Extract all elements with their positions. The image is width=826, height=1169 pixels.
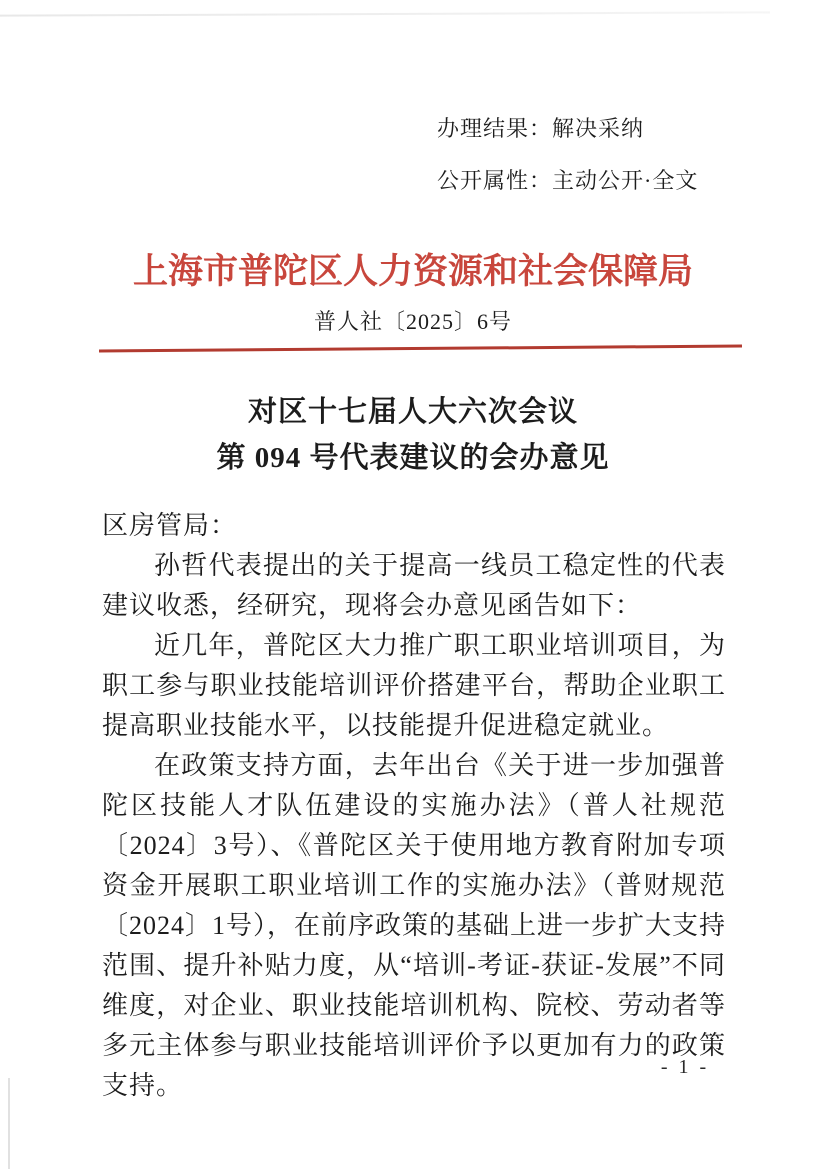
document-number: 普人社〔2025〕6号: [313, 309, 512, 334]
scan-artifact-left-line: [8, 1078, 10, 1169]
document-body: [102, 506, 726, 1106]
document-title: [0, 389, 826, 481]
salutation: 区房管局：: [102, 511, 238, 540]
scan-artifact-top-line: [0, 11, 770, 16]
handling-result-line: 办理结果：解决采纳: [437, 116, 645, 141]
red-divider-line: [99, 344, 742, 352]
body-paragraph: 孙哲代表提出的关于提高一线员工稳定性的代表建议收悉，经研究，现将会办意见函告如下：: [102, 551, 726, 620]
body-paragraph: 近几年，普陀区大力推广职工职业培训项目，为职工参与职业技能培训评价搭建平台，帮助企业职工提高职业技能水平，以技能提升促进稳定就业。: [102, 631, 726, 740]
document-title-line1: 对区十七届人大六次会议: [247, 396, 578, 428]
disclosure-attribute-line: 公开属性：主动公开·全文: [437, 168, 699, 193]
document-title-line2: 第 094 号代表建议的会办意见: [216, 442, 610, 474]
header-meta: [437, 103, 698, 207]
body-paragraph: 在政策支持方面，去年出台《关于进一步加强普陀区技能人才队伍建设的实施办法》（普人社规范〔2024〕3号）、《普陀区关于使用地方教育附加专项资金开展职工职业培训工作的实施办法》（普财规范〔2024〕1号），在前序政策的基础上进一步扩大支持范围、提升补贴力度，从“培训-考证-获证-发展”不同维度，对企业、职业技能培训机构、院校、劳动者等多元主体参与职业技能培训评价予以更加有力的政策支持。: [102, 751, 727, 1100]
agency-letterhead: 上海市普陀区人力资源和社会保障局: [132, 252, 693, 291]
page-number: - 1 -: [660, 1056, 710, 1078]
